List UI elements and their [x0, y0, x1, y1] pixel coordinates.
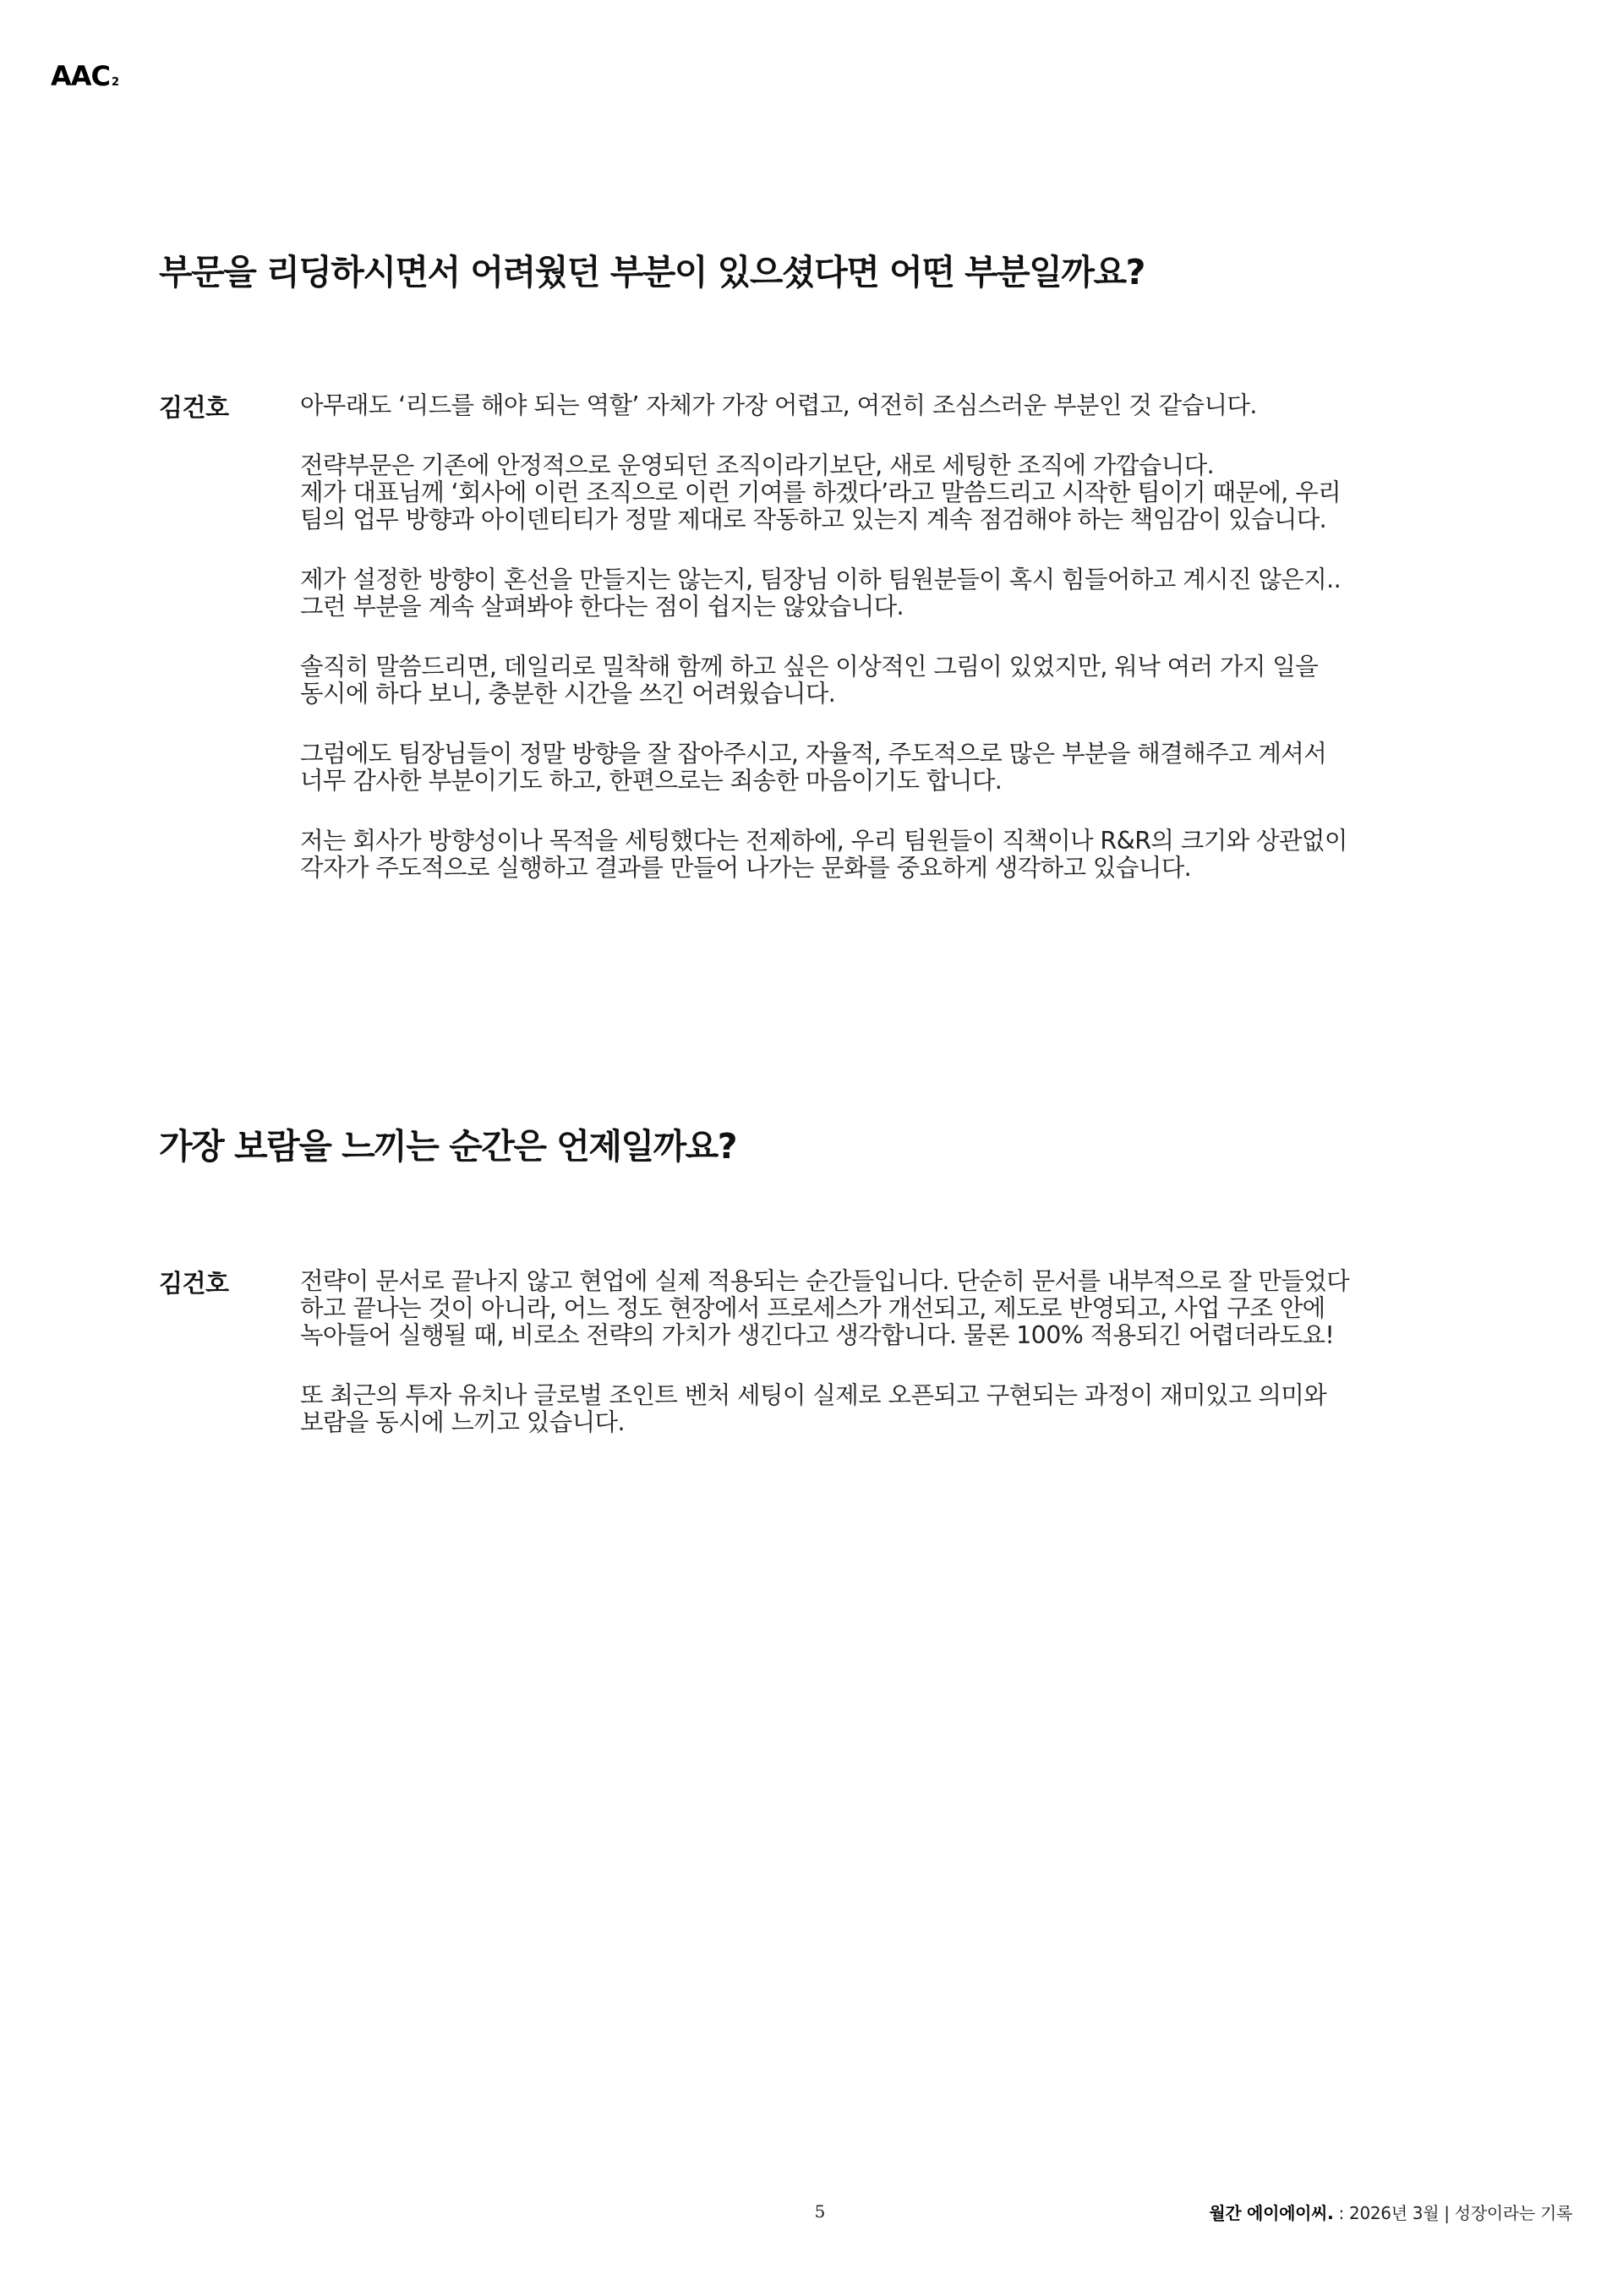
answer-paragraph — [300, 392, 1478, 419]
answer-line: 하고 끝나는 것이 아니라, 어느 정도 현장에서 프로세스가 개선되고, 제도로 반영되고, 사업 구조 안에 — [300, 1294, 1325, 1323]
answer-block — [159, 392, 1478, 882]
answer-paragraph — [300, 1382, 1478, 1436]
answer-paragraphs — [300, 392, 1478, 882]
answer-line: 보람을 동시에 느끼고 있습니다. — [300, 1408, 625, 1437]
logo-subscript: 2 — [112, 76, 119, 89]
speaker-name: 김건호 — [159, 1269, 229, 1298]
magazine-title: 월간 에이에이씨. — [1209, 2203, 1334, 2223]
answer-line: 팀의 업무 방향과 아이덴티티가 정말 제대로 작동하고 있는지 계속 점검해야 하는 책임감이 있습니다. — [300, 506, 1327, 534]
answer-paragraph — [300, 566, 1478, 620]
answer-line: 녹아들어 실행될 때, 비로소 전략의 가치가 생긴다고 생각합니다. 물론 100% 적용되긴 어렵더라도요! — [300, 1321, 1335, 1350]
answer-line: 그런 부분을 계속 살펴봐야 한다는 점이 쉽지는 않았습니다. — [300, 593, 904, 621]
question-heading: 부문을 리딩하시면서 어려웠던 부분이 있으셨다면 어떤 부분일까요? — [159, 252, 1145, 292]
answer-line: 그럼에도 팀장님들이 정말 방향을 잘 잡아주시고, 자율적, 주도적으로 많은 부분을 해결해주고 계셔서 — [300, 740, 1327, 768]
answer-line: 제가 대표님께 ‘회사에 이런 조직으로 이런 기여를 하겠다’라고 말씀드리고 시작한 팀이기 때문에, 우리 — [300, 478, 1342, 507]
answer-line: 저는 회사가 방향성이나 목적을 세팅했다는 전제하에, 우리 팀원들이 직책이나 R&R의 크기와 상관없이 — [300, 827, 1347, 856]
answer-line: 아무래도 ‘리드를 해야 되는 역할’ 자체가 가장 어렵고, 여전히 조심스러운 부분인 것 같습니다. — [300, 391, 1257, 420]
answer-line: 제가 설정한 방향이 혼선을 만들지는 않는지, 팀장님 이하 팀원분들이 혹시 힘들어하고 계시진 않은지.. — [300, 566, 1342, 594]
interview-section-2 — [159, 1126, 1478, 1436]
logo-text: AAC — [51, 60, 111, 92]
answer-line: 또 최근의 투자 유치나 글로벌 조인트 벤처 세팅이 실제로 오픈되고 구현되는 과정이 재미있고 의미와 — [300, 1381, 1327, 1410]
answer-paragraph — [300, 653, 1478, 708]
answer-block — [159, 1268, 1478, 1436]
answer-line: 솔직히 말씀드리면, 데일리로 밀착해 함께 하고 싶은 이상적인 그림이 있었지만, 워낙 여러 가지 일을 — [300, 653, 1319, 681]
page-number: 5 — [814, 2201, 826, 2222]
answer-line: 전략이 문서로 끝나지 않고 현업에 실제 적용되는 순간들입니다. 단순히 문서를 내부적으로 잘 만들었다 — [300, 1267, 1350, 1296]
interview-section-1 — [159, 252, 1478, 882]
answer-paragraphs — [300, 1268, 1478, 1436]
answer-line: 전략부문은 기존에 안정적으로 운영되던 조직이라기보단, 새로 세팅한 조직에 가깝습니다. — [300, 451, 1215, 480]
answer-paragraph — [300, 1268, 1478, 1349]
footer-publication — [1209, 2200, 1572, 2224]
aac-logo — [51, 60, 119, 92]
answer-paragraph — [300, 452, 1478, 533]
issue-info: : 2026년 3월 | 성장이라는 기록 — [1333, 2203, 1572, 2223]
speaker-name: 김건호 — [159, 393, 229, 423]
question-heading: 가장 보람을 느끼는 순간은 언제일까요? — [159, 1126, 737, 1167]
answer-line: 각자가 주도적으로 실행하고 결과를 만들어 나가는 문화를 중요하게 생각하고 있습니다. — [300, 854, 1192, 883]
answer-line: 동시에 하다 보니, 충분한 시간을 쓰긴 어려웠습니다. — [300, 680, 836, 708]
answer-paragraph — [300, 741, 1478, 795]
answer-line: 너무 감사한 부분이기도 하고, 한편으로는 죄송한 마음이기도 합니다. — [300, 767, 1003, 795]
answer-paragraph — [300, 828, 1478, 882]
